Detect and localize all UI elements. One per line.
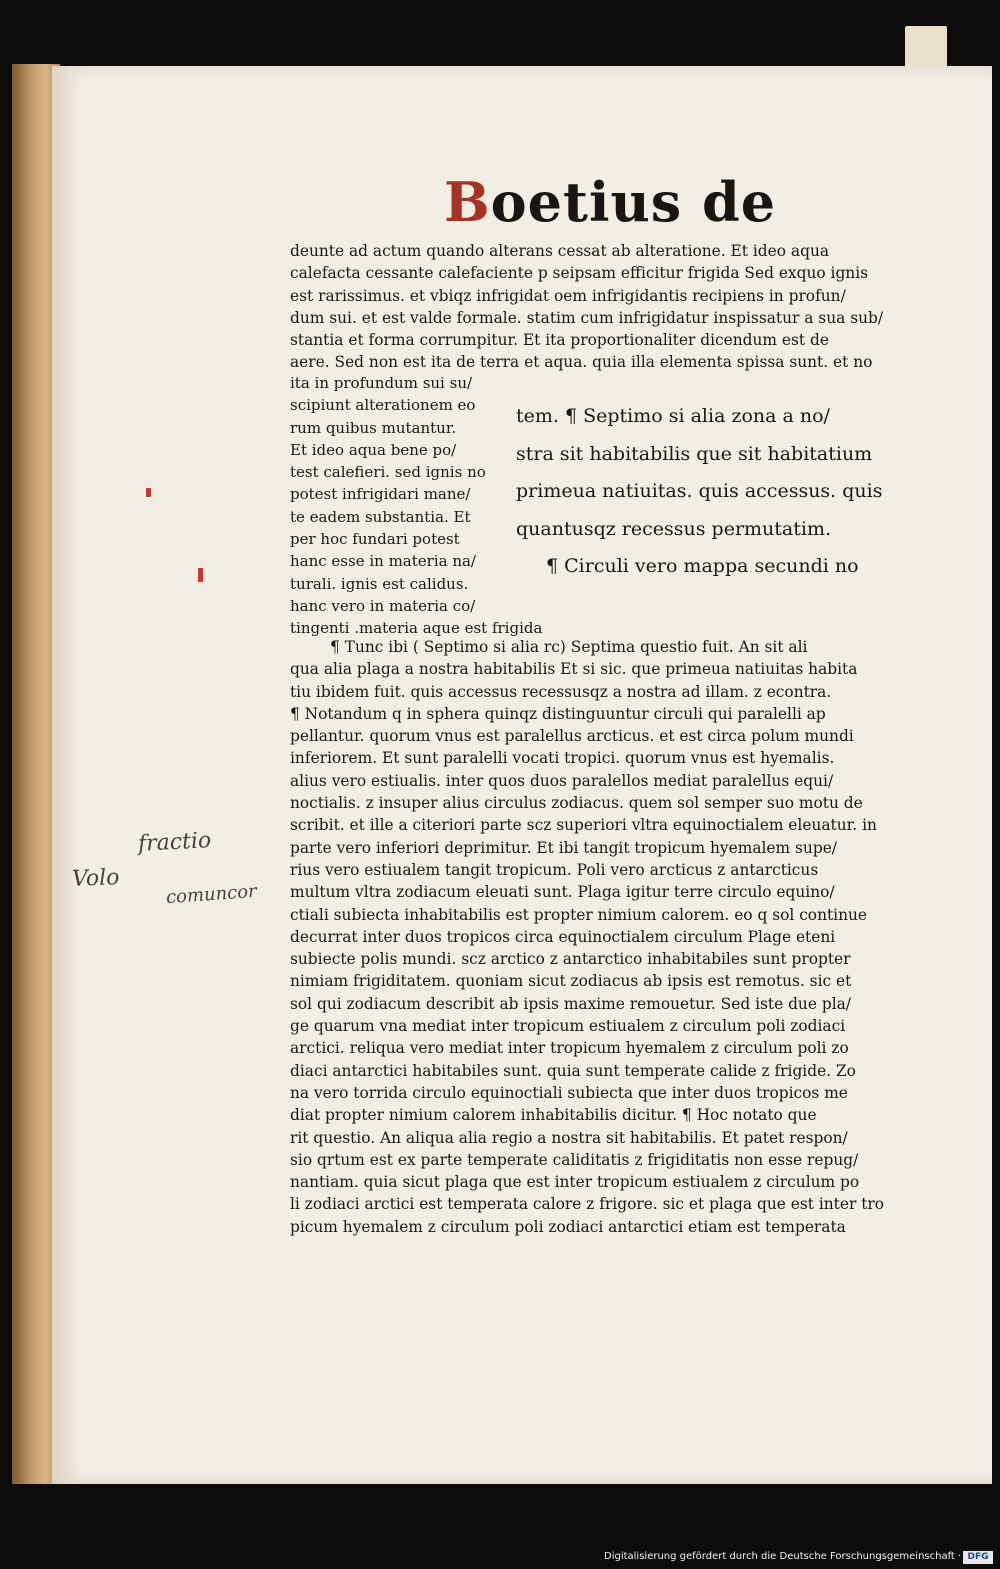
text-line: inferiorem. Et sunt paralelli vocati tropici. quorum vnus est hyemalis. [290, 749, 835, 768]
text-line: na vero torrida circulo equinoctiali subiecta que inter duos tropicos me [290, 1083, 848, 1102]
marginal-note: comuncor [165, 880, 258, 909]
marginal-note: Volo [71, 865, 120, 892]
text-line: te eadem substantia. Et [290, 507, 471, 526]
text-line: qua alia plaga a nostra habitabilis Et si sic. que primeua natiuitas habita [290, 660, 858, 679]
text-column-left [290, 372, 543, 640]
text-line: deunte ad actum quando alterans cessat ab alteratione. Et ideo aqua [290, 242, 830, 260]
page-tab [905, 26, 947, 70]
text-line: tem. ¶ Septimo si alia zona a no/ [516, 405, 830, 427]
text-line: primeua natiuitas. quis accessus. quis [516, 480, 883, 502]
text-line: picum hyemalem z circulum poli zodiaci antarctici etiam est temperata [290, 1217, 846, 1236]
text-line: hanc vero in materia co/ [290, 596, 476, 615]
text-line: diat propter nimium calorem inhabitabilis dicitur. ¶ Hoc notato que [290, 1106, 817, 1125]
text-line: ¶ Circuli vero mappa secundi no [546, 555, 859, 577]
text-line: noctialis. z insuper alius circulus zodiacus. quem sol semper suo motu de [290, 794, 863, 813]
text-line: sio qrtum est ex parte temperate caliditatis z frigiditatis non esse repug/ [290, 1150, 859, 1169]
text-line: dum sui. et est valde formale. statim cum infrigidatur inspissatur a sua sub/ [290, 308, 884, 327]
text-line: nimiam frigiditatem. quoniam sicut zodiacus ab ipsis est remotus. sic et [290, 972, 852, 991]
text-line: rius vero estiualem tangit tropicum. Poli vero arcticus z antarcticus [290, 860, 819, 879]
text-line: ita in profundum sui su/ [290, 374, 473, 392]
text-line: per hoc fundari potest [290, 530, 460, 549]
text-line: decurrat inter duos tropicos circa equinoctialem circulum Plage eteni [290, 927, 836, 946]
text-line: turali. ignis est calidus. [290, 574, 469, 593]
text-block-upper [290, 240, 910, 374]
text-line: aere. Sed non est ita de terra et aqua. quia illa elementa spissa sunt. et no [290, 353, 873, 372]
text-line: tingenti .materia aque est frigida [290, 619, 543, 638]
text-line: subiecte polis mundi. scz arctico z antarctico inhabitabiles sunt propter [290, 950, 851, 969]
text-line: li zodiaci arctici est temperata calore z frigore. sic et plaga que est inter tro [290, 1195, 885, 1214]
text-line: diaci antarctici habitabiles sunt. quia sunt temperate calide z frigide. Zo [290, 1061, 856, 1080]
marginal-note: fractio [137, 828, 212, 857]
text-line: stantia et forma corrumpitur. Et ita proportionaliter dicendum est de [290, 331, 829, 350]
title-initial: B [444, 170, 491, 234]
text-line: ¶ Tunc ibi ( Septimo si alia rc) Septima questio fuit. An sit ali [330, 638, 808, 656]
text-line: potest infrigidari mane/ [290, 485, 471, 504]
text-line: nantiam. quia sicut plaga que est inter tropicum estiualem z circulum po [290, 1173, 860, 1192]
dfg-logo-badge: DFG [963, 1551, 993, 1564]
text-line: sol qui zodiacum describit ab ipsis maxime remouetur. Sed iste due pla/ [290, 994, 851, 1013]
text-line: Et ideo aqua bene po/ [290, 440, 457, 459]
text-line: rit questio. An aliqua alia regio a nostra sit habitabilis. Et patet respon/ [290, 1128, 848, 1147]
funding-credit: Digitalisierung gefördert durch die Deutsche Forschungsgemeinschaft · [604, 1551, 962, 1562]
text-line: alius vero estiualis. inter quos duos paralellos mediat paralellus equi/ [290, 771, 834, 790]
text-line: stra sit habitabilis que sit habitatium [516, 442, 873, 465]
text-line: hanc esse in materia na/ [290, 552, 476, 571]
text-line: ge quarum vna mediat inter tropicum estiualem z circulum poli zodiaci [290, 1017, 846, 1036]
red-ink-mark [146, 488, 151, 497]
title-rest: oetius de [490, 170, 777, 234]
text-column-right [516, 398, 911, 586]
text-line: arctici. reliqua vero mediat inter tropicum hyemalem z circulum poli zo [290, 1039, 849, 1058]
text-line: parte vero inferiori deprimitur. Et ibi tangit tropicum hyemalem supe/ [290, 838, 837, 857]
text-line: ¶ Notandum q in sphera quinqz distinguuntur circuli qui paralelli ap [290, 704, 826, 723]
text-line: pellantur. quorum vnus est paralellus arcticus. et est circa polum mundi [290, 727, 854, 746]
text-line: scipiunt alterationem eo [290, 396, 476, 415]
page-title [444, 170, 777, 234]
text-line: est rarissimus. et vbiqz infrigidat oem infrigidantis recipiens in profun/ [290, 286, 846, 305]
text-line: multum vltra zodiacum eleuati sunt. Plaga igitur terre circulo equino/ [290, 883, 835, 902]
text-line: rum quibus mutantur. [290, 418, 457, 437]
text-line: tiu ibidem fuit. quis accessus recessusqz a nostra ad illam. z econtra. [290, 682, 832, 701]
text-line: calefacta cessante calefaciente p seipsam efficitur frigida Sed exquo ignis [290, 264, 869, 283]
text-line: quantusqz recessus permutatim. [516, 517, 832, 540]
text-line: scribit. et ille a citeriori parte scz superiori vltra equinoctialem eleuatur. in [290, 816, 877, 835]
text-line: test calefieri. sed ignis no [290, 463, 486, 482]
red-ink-mark [198, 568, 203, 582]
text-block-lower [290, 636, 910, 1238]
text-line: ctiali subiecta inhabitabilis est propter nimium calorem. eo q sol continue [290, 905, 868, 924]
